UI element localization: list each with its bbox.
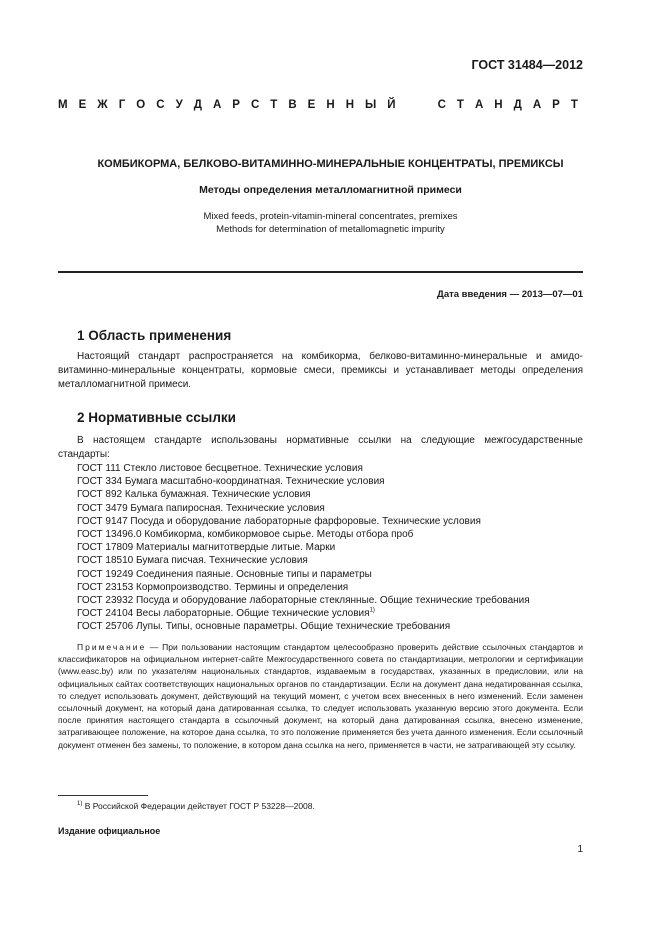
edition-label: Издание официальное bbox=[58, 826, 161, 836]
reference-item: ГОСТ 17809 Материалы магнитотвердые литые. Марки bbox=[77, 542, 336, 554]
introduction-date: Дата введения — 2013—07—01 bbox=[437, 289, 583, 300]
heading-letter: Ж bbox=[97, 99, 108, 111]
footnote-divider bbox=[58, 795, 148, 796]
heading-letter: Д bbox=[193, 99, 202, 111]
document-subtitle: Методы определения металломагнитной примеси bbox=[199, 184, 462, 196]
reference-item: ГОСТ 892 Калька бумажная. Технические условия bbox=[77, 489, 311, 501]
reference-text: ГОСТ 24104 Весы лабораторные. Общие технические условия bbox=[77, 608, 370, 620]
note-text: — При пользовании настоящим стандартом целесообразно проверить действие ссылочных стандартов и классификаторов на официальном интернет-сайте Межгосударственного совета по стандартизации, метрологии и сертификации (www.easc.by) или по указателям национальных стандартов, издаваемым в государствах, указанных в предисловии, или на официальных сайтах соответствующих национальных органов по стандартизации. Если на документ дана недатированная ссылка, то следует использовать документ, действующий на текущий момент, с учетом всех внесенных в него изменений. Если заменен ссылочный документ, на который дана датированная ссылка, то следует использовать указанную версию этого документа. Если после принятия настоящего стандарта в ссылочный документ, на который дана датированная ссылка, внесено изменение, затрагивающее положение, на которое дана ссылка, то это положение применяется без учета данного изменения. Если ссылочный документ отменен без замены, то положение, в котором дана ссылка на него, применяется в части, не затрагивающей эту ссылку. bbox=[58, 642, 583, 750]
reference-item: ГОСТ 111 Стекло листовое бесцветное. Технические условия bbox=[77, 463, 363, 474]
footnote bbox=[77, 801, 315, 811]
section1-heading: 1 Область применения bbox=[77, 328, 232, 343]
heading-letter: Р bbox=[232, 99, 240, 111]
english-title bbox=[58, 211, 603, 236]
title-divider bbox=[58, 271, 583, 273]
heading-letter: У bbox=[175, 99, 183, 111]
reference-item: ГОСТ 23153 Кормопроизводство. Термины и определения bbox=[77, 581, 349, 593]
reference-item: ГОСТ 3479 Бумага папиросная. Технические условия bbox=[77, 502, 325, 514]
word-gap bbox=[407, 99, 427, 111]
english-title-line2: Methods for determination of metallomagnetic impurity bbox=[216, 223, 445, 235]
heading-letter: А bbox=[474, 99, 484, 111]
heading-letter: М bbox=[58, 99, 68, 111]
note-paragraph bbox=[58, 641, 583, 751]
heading-letter: Ы bbox=[365, 99, 377, 111]
interstate-standard-heading bbox=[58, 99, 578, 111]
reference-item: ГОСТ 334 Бумага масштабно-координатная. Технические условия bbox=[77, 476, 385, 488]
english-title-line1: Mixed feeds, protein-vitamin-mineral concentrates, premixes bbox=[203, 211, 458, 222]
heading-letter: Д bbox=[513, 99, 522, 111]
note-label: Примечание bbox=[77, 642, 147, 652]
heading-letter: Н bbox=[326, 99, 335, 111]
heading-letter: Н bbox=[345, 99, 354, 111]
document-title: КОМБИКОРМА, БЕЛКОВО-ВИТАМИННО-МИНЕРАЛЬНЫЕ КОНЦЕНТРАТЫ, ПРЕМИКСЫ bbox=[97, 158, 564, 170]
reference-item: ГОСТ 18510 Бумага писчая. Технические условия bbox=[77, 555, 308, 567]
reference-item: ГОСТ 19249 Соединения паяные. Основные типы и параметры bbox=[77, 568, 372, 580]
heading-letter: Р bbox=[552, 99, 560, 111]
heading-letter: О bbox=[136, 99, 146, 111]
reference-item: ГОСТ 13496.0 Комбикорма, комбикормовое сырье. Методы отбора проб bbox=[77, 529, 414, 541]
footnote-mark: 1) bbox=[77, 801, 83, 808]
heading-letter: С bbox=[250, 99, 260, 111]
section2-heading: 2 Нормативные ссылки bbox=[77, 410, 236, 425]
gost-code: ГОСТ 31484—2012 bbox=[471, 58, 583, 72]
heading-letter: Н bbox=[494, 99, 503, 111]
heading-letter: Т bbox=[270, 99, 278, 111]
heading-letter: Е bbox=[307, 99, 316, 111]
heading-letter: А bbox=[532, 99, 542, 111]
reference-item: ГОСТ 25706 Лупы. Типы, основные параметры. Общие технические требования bbox=[77, 621, 451, 633]
heading-letter: Е bbox=[78, 99, 87, 111]
heading-letter: А bbox=[212, 99, 222, 111]
heading-letter: С bbox=[156, 99, 165, 111]
heading-letter: Т bbox=[570, 99, 578, 111]
reference-item: ГОСТ 9147 Посуда и оборудование лабораторные фарфоровые. Технические условия bbox=[77, 515, 481, 527]
footnote-mark: 1) bbox=[369, 607, 375, 614]
reference-item-with-footnote bbox=[77, 607, 530, 620]
normative-references-list bbox=[77, 462, 530, 634]
heading-letter: С bbox=[437, 99, 446, 111]
reference-item: ГОСТ 23932 Посуда и оборудование лабораторные стеклянные. Общие технические требования bbox=[77, 595, 530, 607]
heading-letter: Т bbox=[456, 99, 464, 111]
page-number: 1 bbox=[577, 844, 583, 855]
section2-text: В настоящем стандарте использованы нормативные ссылки на следующие межгосударственные стандарты: bbox=[58, 435, 583, 460]
heading-letter: Г bbox=[118, 99, 126, 111]
heading-letter: Й bbox=[387, 99, 396, 111]
section1-text: Настоящий стандарт распространяется на комбикорма, белково-витаминно-минеральные и амидо-витаминно-минеральные концентраты, кормовые смеси, премиксы и устанавливает методы определения металломагнитной примеси. bbox=[58, 351, 583, 390]
heading-letter: В bbox=[288, 99, 297, 111]
footnote-text: В Российской Федерации действует ГОСТ Р 53228—2008. bbox=[82, 801, 315, 811]
